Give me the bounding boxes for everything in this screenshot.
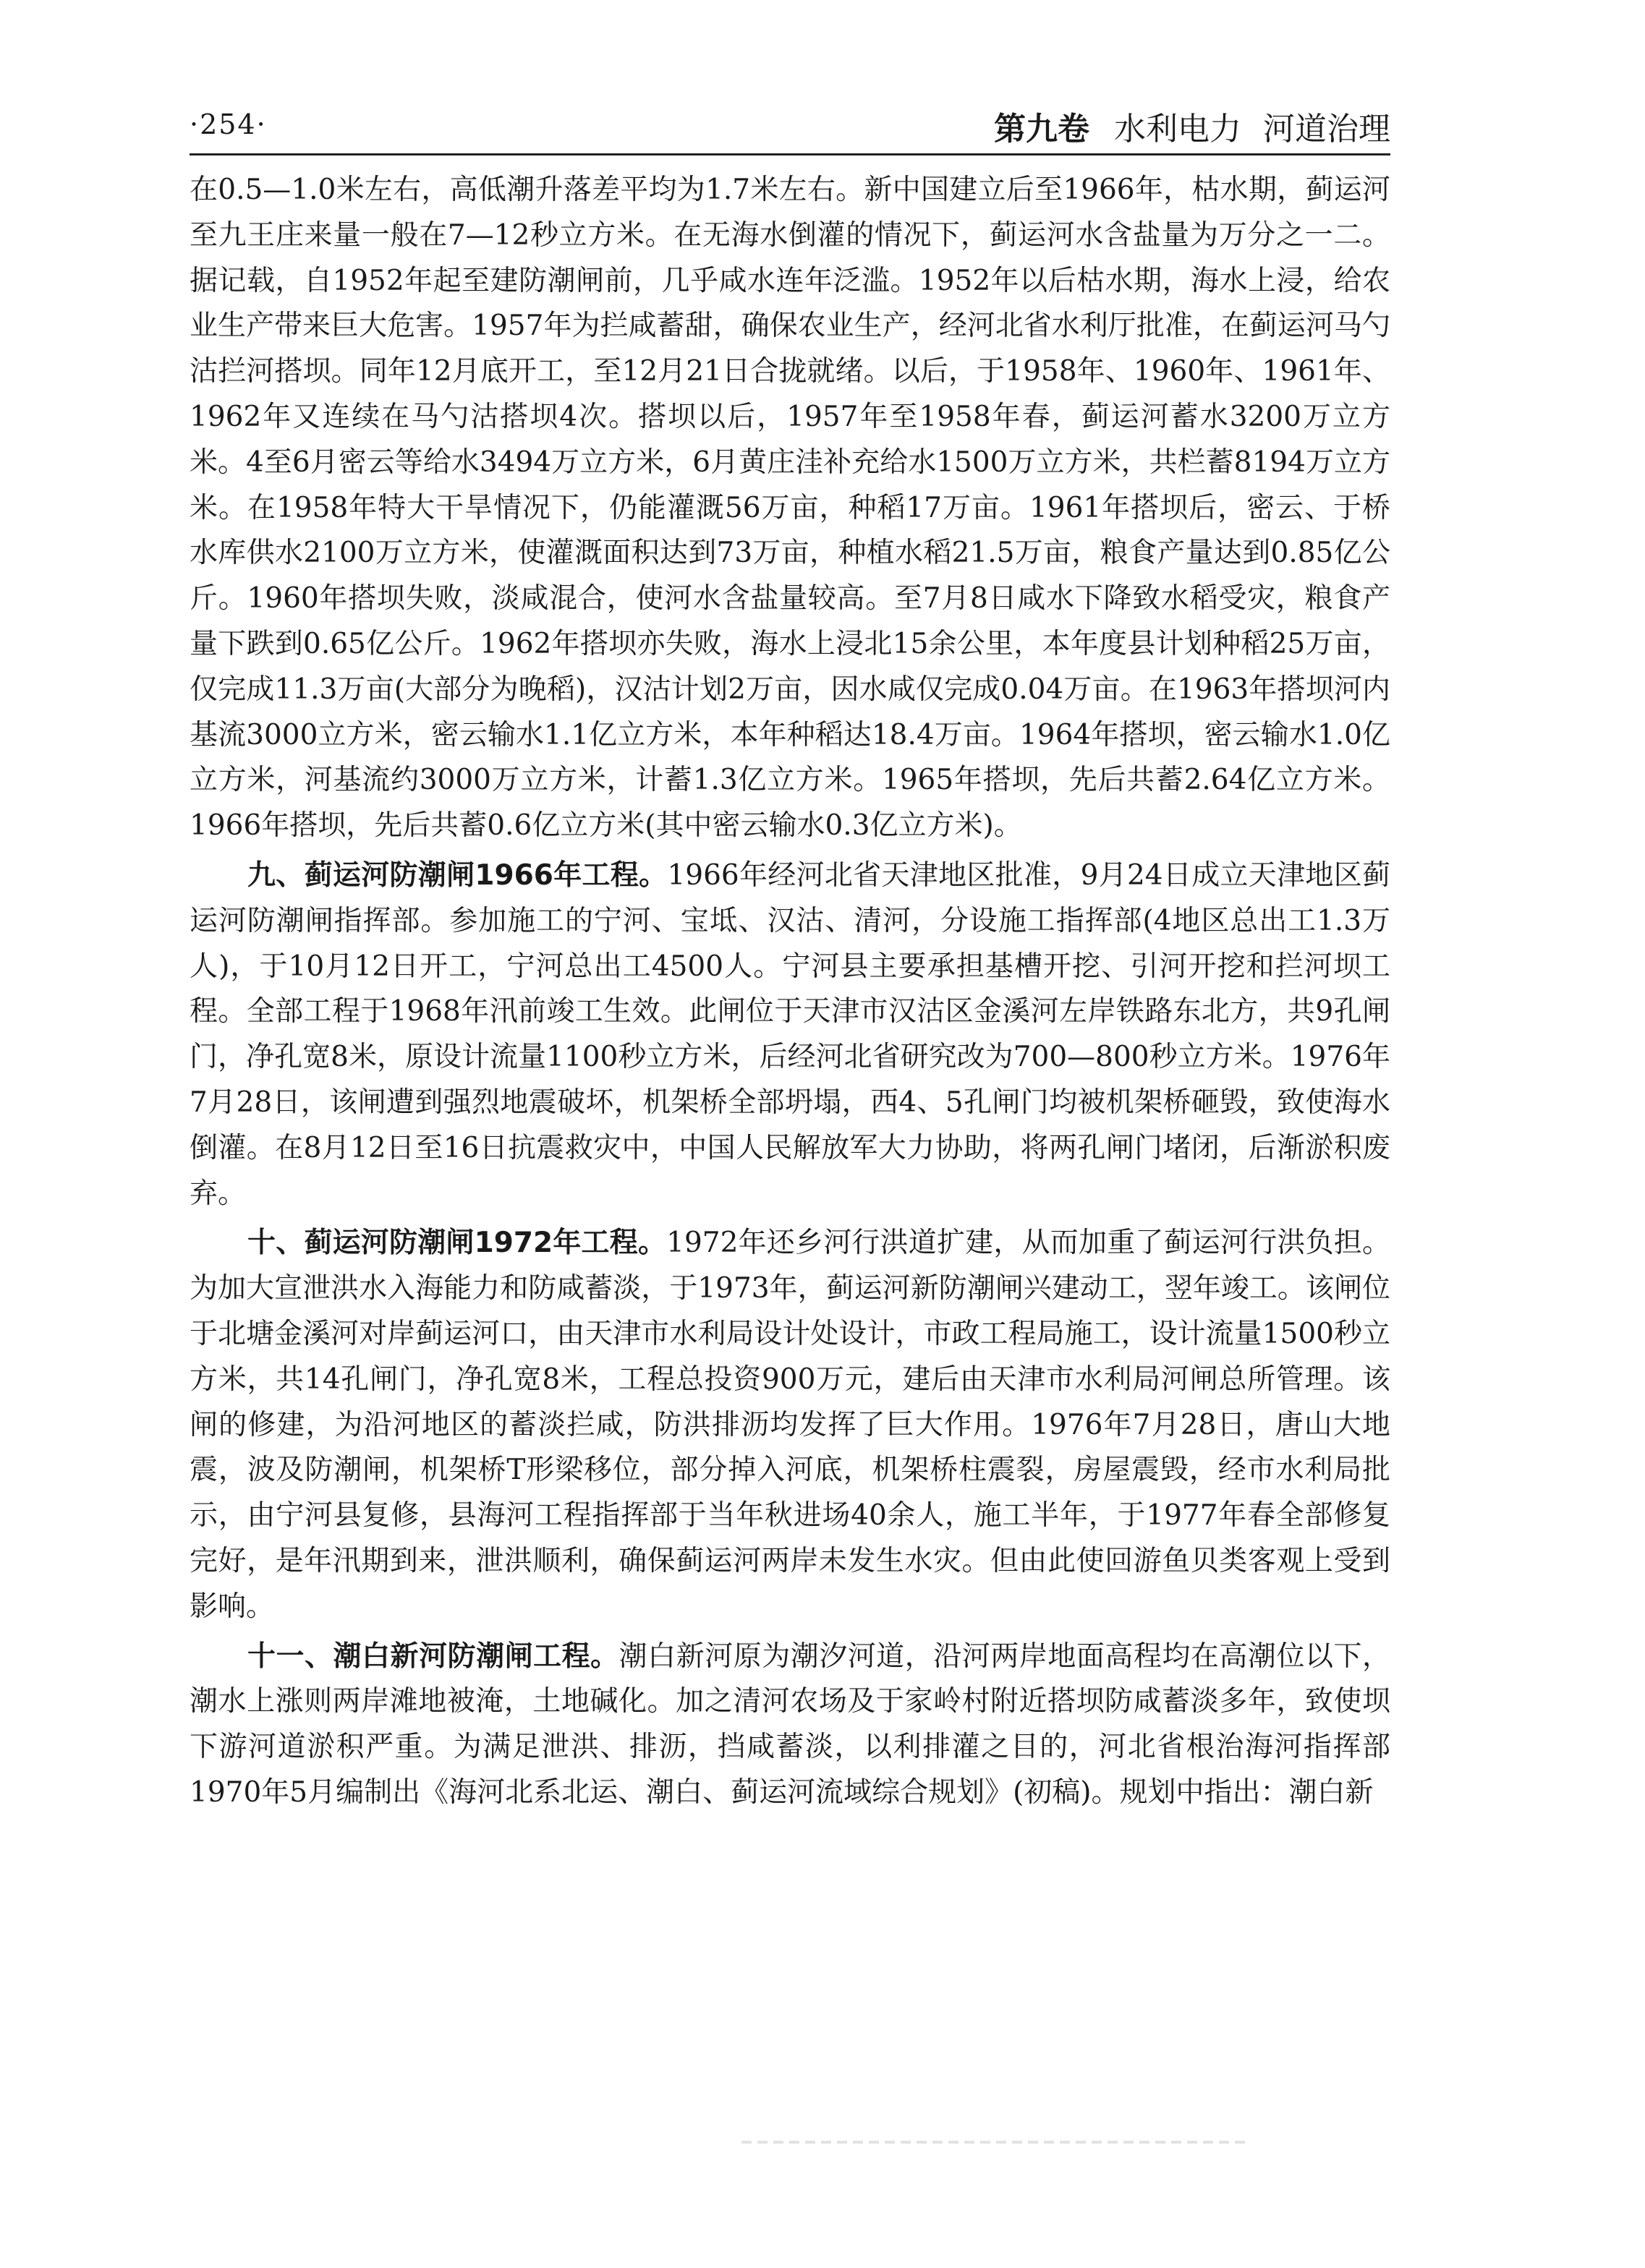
paragraph-3-text: 1972年还乡河行洪道扩建，从而加重了蓟运河行洪负担。为加大宣泄洪水入海能力和防咸蓄淡，于1973年，蓟运河新防潮闸兴建动工，翌年竣工。该闸位于北塘金溪河对岸蓟运河口，由天津市水利局设计处设计，市政工程局施工，设计流量1500秒立方米，共14孔闸门，净孔宽8米，工程总投资900万元，建后由天津市水利局河闸总所管理。该闸的修建，为沿河地区的蓄淡拦咸，防洪排沥均发挥了巨大作用。1976年7月28日，唐山大地震，波及防潮闸，机架桥T形梁移位，部分掉入河底，机架桥柱震裂，房屋震毁，经市水利局批示，由宁河县复修，县海河工程指挥部于当年秋进场40余人，施工半年，于1977年春全部修复完好，是年汛期到来，泄洪顺利，确保蓟运河两岸未发生水灾。但由此使回游鱼贝类客观上受到影响。: [190, 1227, 1391, 1623]
section-heading-10: 十、蓟运河防潮闸1972年工程。: [247, 1227, 667, 1260]
header-rule: [190, 153, 1390, 155]
running-head: [994, 103, 1390, 149]
body-text: [190, 168, 1390, 1816]
paragraph-3: [190, 1221, 1390, 1629]
topic-title-head: 河道治理: [1263, 111, 1390, 148]
scan-artifact: [741, 2141, 1248, 2144]
paragraph-2-text: 1966年经河北省天津地区批准，9月24日成立天津地区蓟运河防潮闸指挥部。参加施工的宁河、宝坻、汉沽、清河，分设施工指挥部(4地区总出工1.3万人)，于10月12日开工，宁河总出工4500人。宁河县主要承担基槽开挖、引河开挖和拦河坝工程。全部工程于1968年汛前竣工生效。此闸位于天津市汉沽区金溪河左岸铁路东北方，共9孔闸门，净孔宽8米，原设计流量1100秒立方米，后经河北省研究改为700—800秒立方米。1976年7月28日，该闸遭到强烈地震破坏，机架桥全部坍塌，西4、5孔闸门均被机架桥砸毁，致使海水倒灌。在8月12日至16日抗震救灾中，中国人民解放军大力协助，将两孔闸门堵闭，后渐淤积废弃。: [190, 858, 1390, 1210]
page-number: ·254·: [190, 108, 267, 140]
section-title-head: 水利电力: [1114, 111, 1241, 148]
section-heading-9: 九、蓟运河防潮闸1966年工程。: [247, 858, 668, 892]
paragraph-4: [190, 1634, 1390, 1816]
paragraph-4-text: 潮白新河原为潮汐河道，沿河两岸地面高程均在高潮位以下，潮水上涨则两岸滩地被淹，土地碱化。加之清河农场及于家岭村附近搭坝防咸蓄淡多年，致使坝下游河道淤积严重。为满足泄洪、排沥，挡咸蓄淡，以利排灌之目的，河北省根治海河指挥部1970年5月编制出《海河北系北运、潮白、蓟运河流域综合规划》(初稿)。规划中指出：潮白新: [190, 1640, 1390, 1809]
paragraph-2: [190, 853, 1390, 1216]
paragraph-1-text: 在0.5—1.0米左右，高低潮升落差平均为1.7米左右。新中国建立后至1966年，枯水期，蓟运河至九王庄来量一般在7—12秒立方米。在无海水倒灌的情况下，蓟运河水含盐量为万分之一二。据记载，自1952年起至建防潮闸前，几乎咸水连年泛滥。1952年以后枯水期，海水上浸，给农业生产带来巨大危害。1957年为拦咸蓄甜，确保农业生产，经河北省水利厅批准，在蓟运河马勺沽拦河搭坝。同年12月底开工，至12月21日合拢就绪。以后，于1958年、1960年、1961年、1962年又连续在马勺沽搭坝4次。搭坝以后，1957年至1958年春，蓟运河蓄水3200万立方米。4至6月密云等给水3494万立方米，6月黄庄洼补充给水1500万立方米，共栏蓄8194万立方米。在1958年特大干旱情况下，仍能灌溉56万亩，种稻17万亩。1961年搭坝后，密云、于桥水库供水2100万立方米，使灌溉面积达到73万亩，种植水稻21.5万亩，粮食产量达到0.85亿公斤。1960年搭坝失败，淡咸混合，使河水含盐量较高。至7月8日咸水下降致水稻受灾，粮食产量下跌到0.65亿公斤。1962年搭坝亦失败，海水上浸北15余公里，本年度县计划种稻25万亩，仅完成11.3万亩(大部分为晚稻)，汉沽计划2万亩，因水咸仅完成0.04万亩。在1963年搭坝河内基流3000立方米，密云输水1.1亿立方米，本年种稻达18.4万亩。1964年搭坝，密云输水1.0亿立方米，河基流约3000万立方米，计蓄1.3亿立方米。1965年搭坝，先后共蓄2.64亿立方米。1966年搭坝，先后共蓄0.6亿立方米(其中密云输水0.3亿立方米)。: [190, 174, 1390, 843]
paragraph-1: [190, 168, 1390, 849]
page-header: [190, 100, 1390, 150]
section-heading-11: 十一、潮白新河防潮闸工程。: [247, 1640, 619, 1673]
volume-title: 第九卷: [994, 111, 1089, 148]
